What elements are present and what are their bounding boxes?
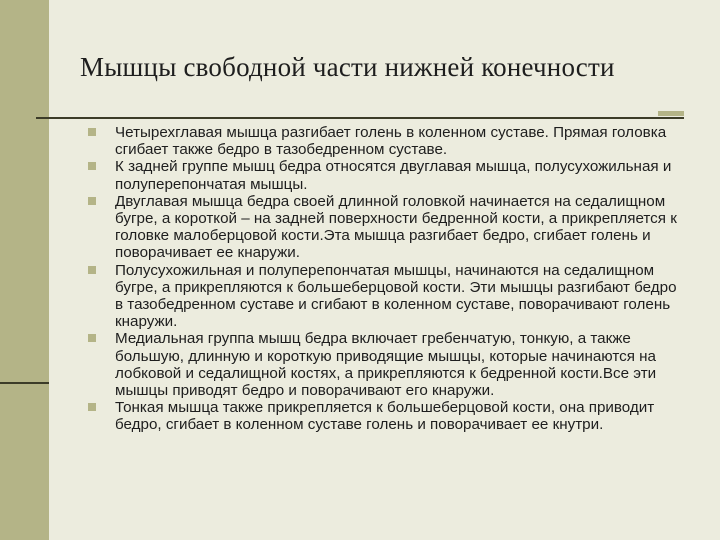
bullet-text: Медиальная группа мышц бедра включает гребенчатую, тонкую, а также большую, длинную и короткую приводящие мышцы, которые начинаются на лобковой и седалищной костях, а прикрепляются к бедренной кости.Все эти мышцы приводят бедро и поворачивают его кнаружи. xyxy=(115,330,657,400)
square-bullet-icon xyxy=(88,334,96,342)
bullet-text: Четырехглавая мышца разгибает голень в коленном суставе. Прямая головка сгибает также бедро в тазобедренном суставе. xyxy=(115,124,667,159)
bullet-item xyxy=(86,158,686,192)
bullet-item xyxy=(86,193,686,262)
left-accent-line xyxy=(0,382,49,384)
bullet-text: Полусухожильная и полуперепончатая мышцы, начинаются на седалищном бугре, а прикрепляются к большеберцовой кости. Эти мышцы разгибают бедро в тазобедренном суставе и сгибают в коленном суставе, поворачивают голень кнаружи. xyxy=(115,261,677,331)
square-bullet-icon xyxy=(88,128,96,136)
bullet-text: Двуглавая мышца бедра своей длинной головкой начинается на седалищном бугре, а короткой – на задней поверхности бедренной кости, а прикрепляется к головке малоберцовой кости.Эта мышца разгибает бедро, сгибает голень и поворачивает ее кнаружи. xyxy=(115,192,677,262)
square-bullet-icon xyxy=(88,266,96,274)
square-bullet-icon xyxy=(88,162,96,170)
title-divider xyxy=(36,117,684,119)
bullet-item xyxy=(86,262,686,331)
left-decorative-band xyxy=(0,0,49,540)
slide-title: Мышцы свободной части нижней конечности xyxy=(80,52,615,82)
title-divider-accent xyxy=(658,111,684,116)
bullet-item xyxy=(86,124,686,158)
bullet-item xyxy=(86,330,686,399)
bullet-item xyxy=(86,399,686,433)
square-bullet-icon xyxy=(88,197,96,205)
square-bullet-icon xyxy=(88,403,96,411)
bullet-text: К задней группе мышц бедра относятся двуглавая мышца, полусухожильная и полуперепончатая мышцы. xyxy=(115,158,672,193)
bullet-text: Тонкая мышца также прикрепляется к большеберцовой кости, она приводит бедро, сгибает в коленном суставе голень и поворачивает ее кнутри. xyxy=(115,399,655,434)
bullet-list xyxy=(86,124,686,434)
